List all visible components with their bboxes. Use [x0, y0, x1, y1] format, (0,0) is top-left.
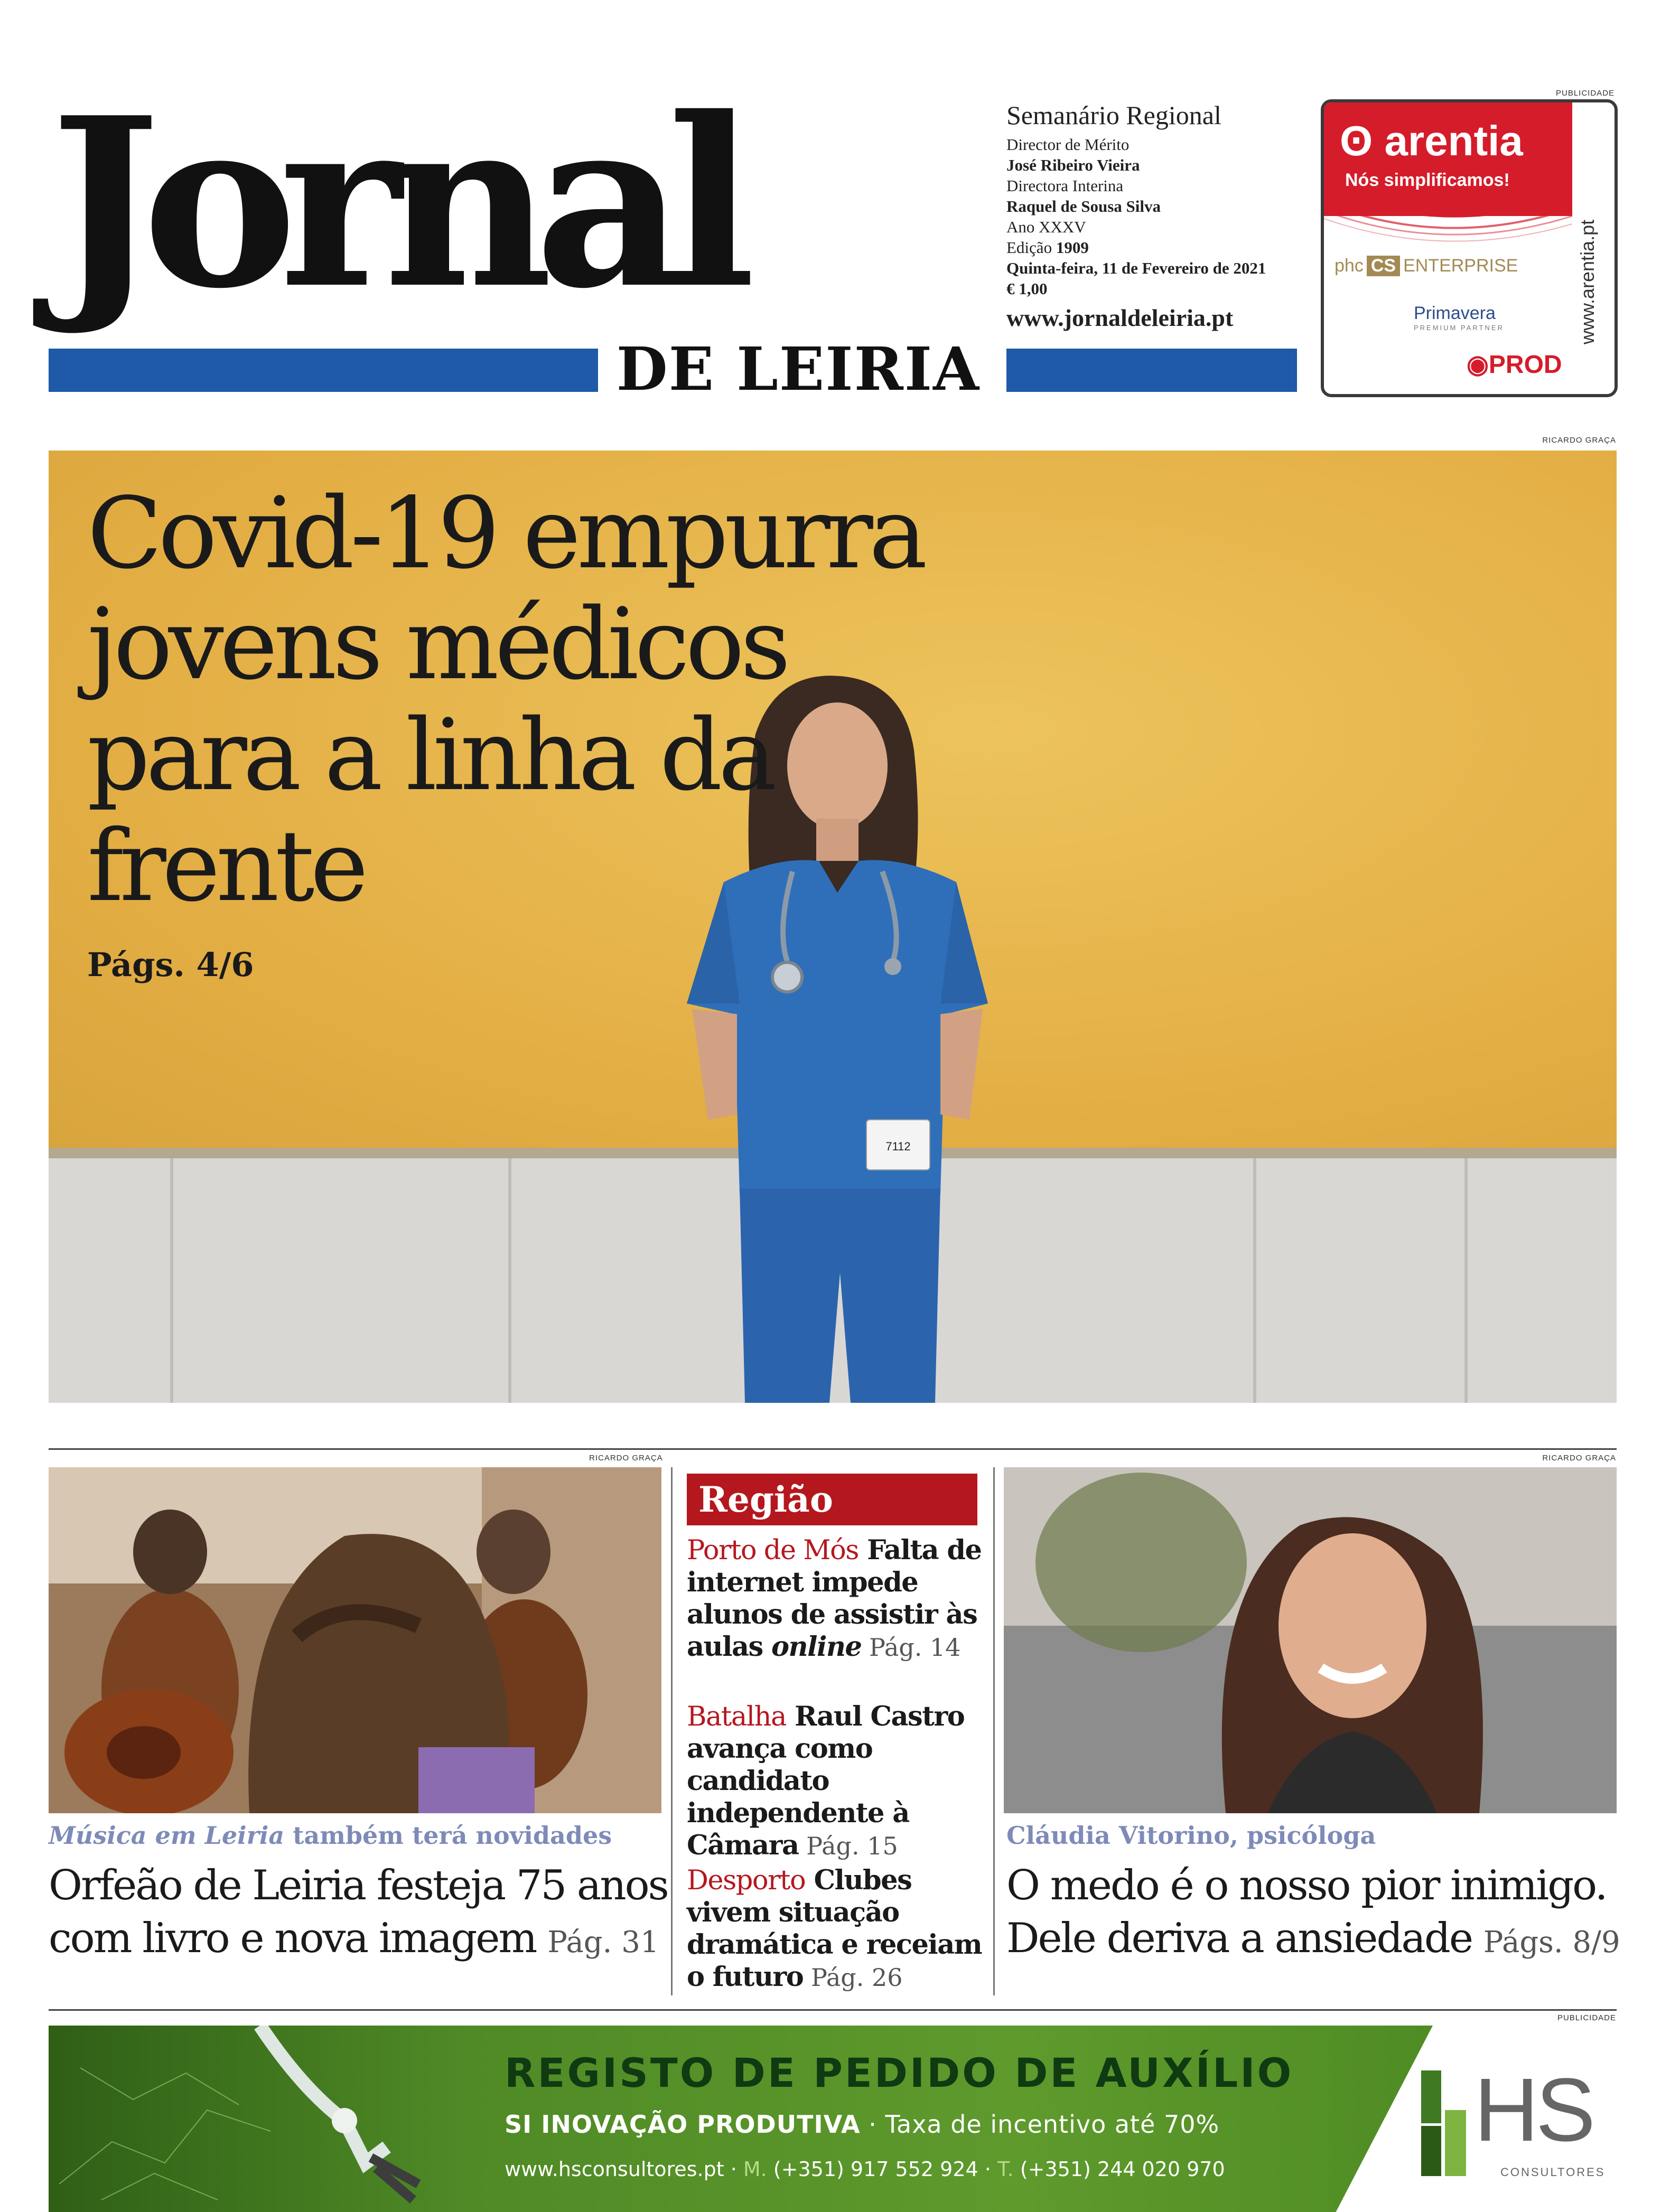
regiao-item-place: Desporto	[687, 1865, 806, 1896]
ad-website[interactable]: www.hsconsultores.pt	[505, 2158, 724, 2181]
phc-name: ENTERPRISE	[1403, 256, 1518, 276]
ad-subtitle	[505, 2110, 1219, 2139]
section-divider-bottom	[49, 2009, 1617, 2011]
arentia-brand-text: arentia	[1384, 117, 1523, 164]
robot-arm-graphic	[49, 2026, 471, 2212]
masthead-logo: Jornal	[50, 67, 738, 340]
masthead-blue-bar-right	[1006, 349, 1297, 392]
regiao-item[interactable]	[687, 1864, 983, 1994]
music-kicker	[49, 1821, 612, 1850]
main-photo-credit: RICARDO GRAÇA	[1542, 436, 1616, 445]
badge-number: 7112	[885, 1140, 911, 1153]
stone-joint	[508, 1158, 511, 1403]
edition-info	[1006, 99, 1302, 333]
ad-title: REGISTO DE PEDIDO DE AUXÍLIO	[505, 2049, 1294, 2096]
music-photo-credit: RICARDO GRAÇA	[589, 1454, 663, 1463]
masthead-subtitle: DE LEIRIA	[616, 335, 980, 404]
ad-phone-label: T.	[997, 2158, 1014, 2181]
regiao-item-page: Pág. 15	[798, 1832, 898, 1860]
phc-prefix: phc	[1335, 256, 1364, 276]
edition-year: Ano XXXV	[1006, 218, 1086, 236]
column-divider	[993, 1467, 995, 1995]
arentia-url[interactable]: www.arentia.pt	[1576, 219, 1598, 345]
primavera-name: Primavera	[1414, 303, 1496, 323]
regiao-item-title-italic: online	[771, 1631, 862, 1663]
primavera-sub: PREMIUM PARTNER	[1414, 324, 1504, 332]
director-interim-label: Directora Interina	[1006, 176, 1124, 195]
director-interim-name: Raquel de Sousa Silva	[1006, 197, 1161, 215]
claudia-photo-credit: RICARDO GRAÇA	[1542, 1454, 1616, 1463]
claudia-kicker: Cláudia Vitorino, psicóloga	[1006, 1821, 1376, 1850]
stone-joint	[170, 1158, 173, 1403]
claudia-page-ref: Págs. 8/9	[1483, 1925, 1620, 1960]
regiao-item-title: Raul Castro avança como candidato independente à Câmara	[687, 1701, 965, 1861]
edition-price: € 1,00	[1006, 279, 1048, 298]
prod-partner-logo	[1467, 350, 1562, 379]
ad-phone: (+351) 244 020 970	[1020, 2158, 1225, 2181]
edition-date: Quinta-feira, 11 de Fevereiro de 2021	[1006, 259, 1266, 277]
arentia-wave-graphic	[1324, 182, 1572, 250]
music-page-ref: Pág. 31	[547, 1925, 659, 1960]
edition-number: 1909	[1056, 238, 1089, 257]
arentia-ad[interactable]	[1321, 99, 1618, 397]
masthead-blue-bar-left	[49, 349, 598, 392]
edition-label: Edição	[1006, 238, 1052, 257]
music-kicker-italic: Música em Leiria	[49, 1821, 285, 1850]
primavera-partner-logo	[1414, 303, 1504, 332]
column-divider	[671, 1467, 673, 1995]
ad-subtitle-rest: · Taxa de incentivo até 70%	[860, 2110, 1220, 2139]
ad-mobile-label: M.	[743, 2158, 767, 2181]
stone-joint	[1464, 1158, 1468, 1403]
arentia-logo-icon: ʘ	[1340, 117, 1385, 164]
music-headline[interactable]	[49, 1859, 683, 1969]
phc-partner-logo	[1335, 256, 1518, 276]
phc-badge: CS	[1367, 256, 1400, 276]
prod-icon: ◉	[1467, 351, 1489, 379]
regiao-item-page: Pág. 26	[803, 1963, 903, 1992]
edition-number-line	[1006, 237, 1302, 258]
regiao-item-place: Batalha	[687, 1701, 786, 1732]
website-link[interactable]: www.jornaldeleiria.pt	[1006, 304, 1234, 331]
regiao-item[interactable]	[687, 1534, 983, 1664]
music-headline-text: Orfeão de Leiria festeja 75 anos com livro e nova imagem	[49, 1862, 668, 1962]
claudia-story-photo[interactable]	[1004, 1467, 1617, 1813]
main-story-pages: Págs. 4/6	[87, 945, 254, 984]
stone-joint	[1253, 1158, 1256, 1403]
director-label: Director de Mérito	[1006, 135, 1130, 154]
regiao-item-title: Clubes vivem situação dramática e receiam o futuro	[687, 1864, 982, 1993]
publication-type: Semanário Regional	[1006, 100, 1221, 130]
section-divider-top	[49, 1448, 1617, 1450]
ad-subtitle-bold: SI INOVAÇÃO PRODUTIVA	[505, 2110, 861, 2139]
prod-name: PROD	[1488, 351, 1562, 379]
arentia-tagline: Nós simplificamos!	[1345, 170, 1510, 190]
ad-contacts: www.hsconsultores.pt · M. (+351) 917 552 924 · T. (+351) 244 020 970	[505, 2158, 1225, 2181]
director-name: José Ribeiro Vieira	[1006, 156, 1140, 174]
regiao-section-header: Região	[687, 1474, 977, 1525]
regiao-item-title: Falta de internet impede alunos de assistir às aulas	[687, 1534, 982, 1663]
hs-brand: HS	[1474, 2060, 1593, 2160]
main-headline[interactable]: Covid-19 empurra jovens médicos para a linha da frente	[87, 476, 923, 923]
claudia-headline[interactable]	[1006, 1859, 1640, 1969]
ad-label-bottom: PUBLICIDADE	[1557, 2013, 1616, 2022]
hs-brand-sub: CONSULTORES	[1500, 2166, 1606, 2179]
regiao-item-page: Pág. 14	[861, 1633, 961, 1662]
ad-label-top: PUBLICIDADE	[1556, 89, 1615, 98]
music-kicker-rest: também terá novidades	[284, 1821, 612, 1850]
claudia-headline-text: O medo é o nosso pior inimigo. Dele deriva a ansiedade	[1006, 1862, 1607, 1962]
regiao-item[interactable]	[687, 1701, 983, 1862]
regiao-item-place: Porto de Mós	[687, 1535, 859, 1566]
music-story-photo[interactable]	[49, 1467, 661, 1813]
arentia-brand-name	[1340, 117, 1523, 165]
ad-mobile: (+351) 917 552 924	[773, 2158, 978, 2181]
